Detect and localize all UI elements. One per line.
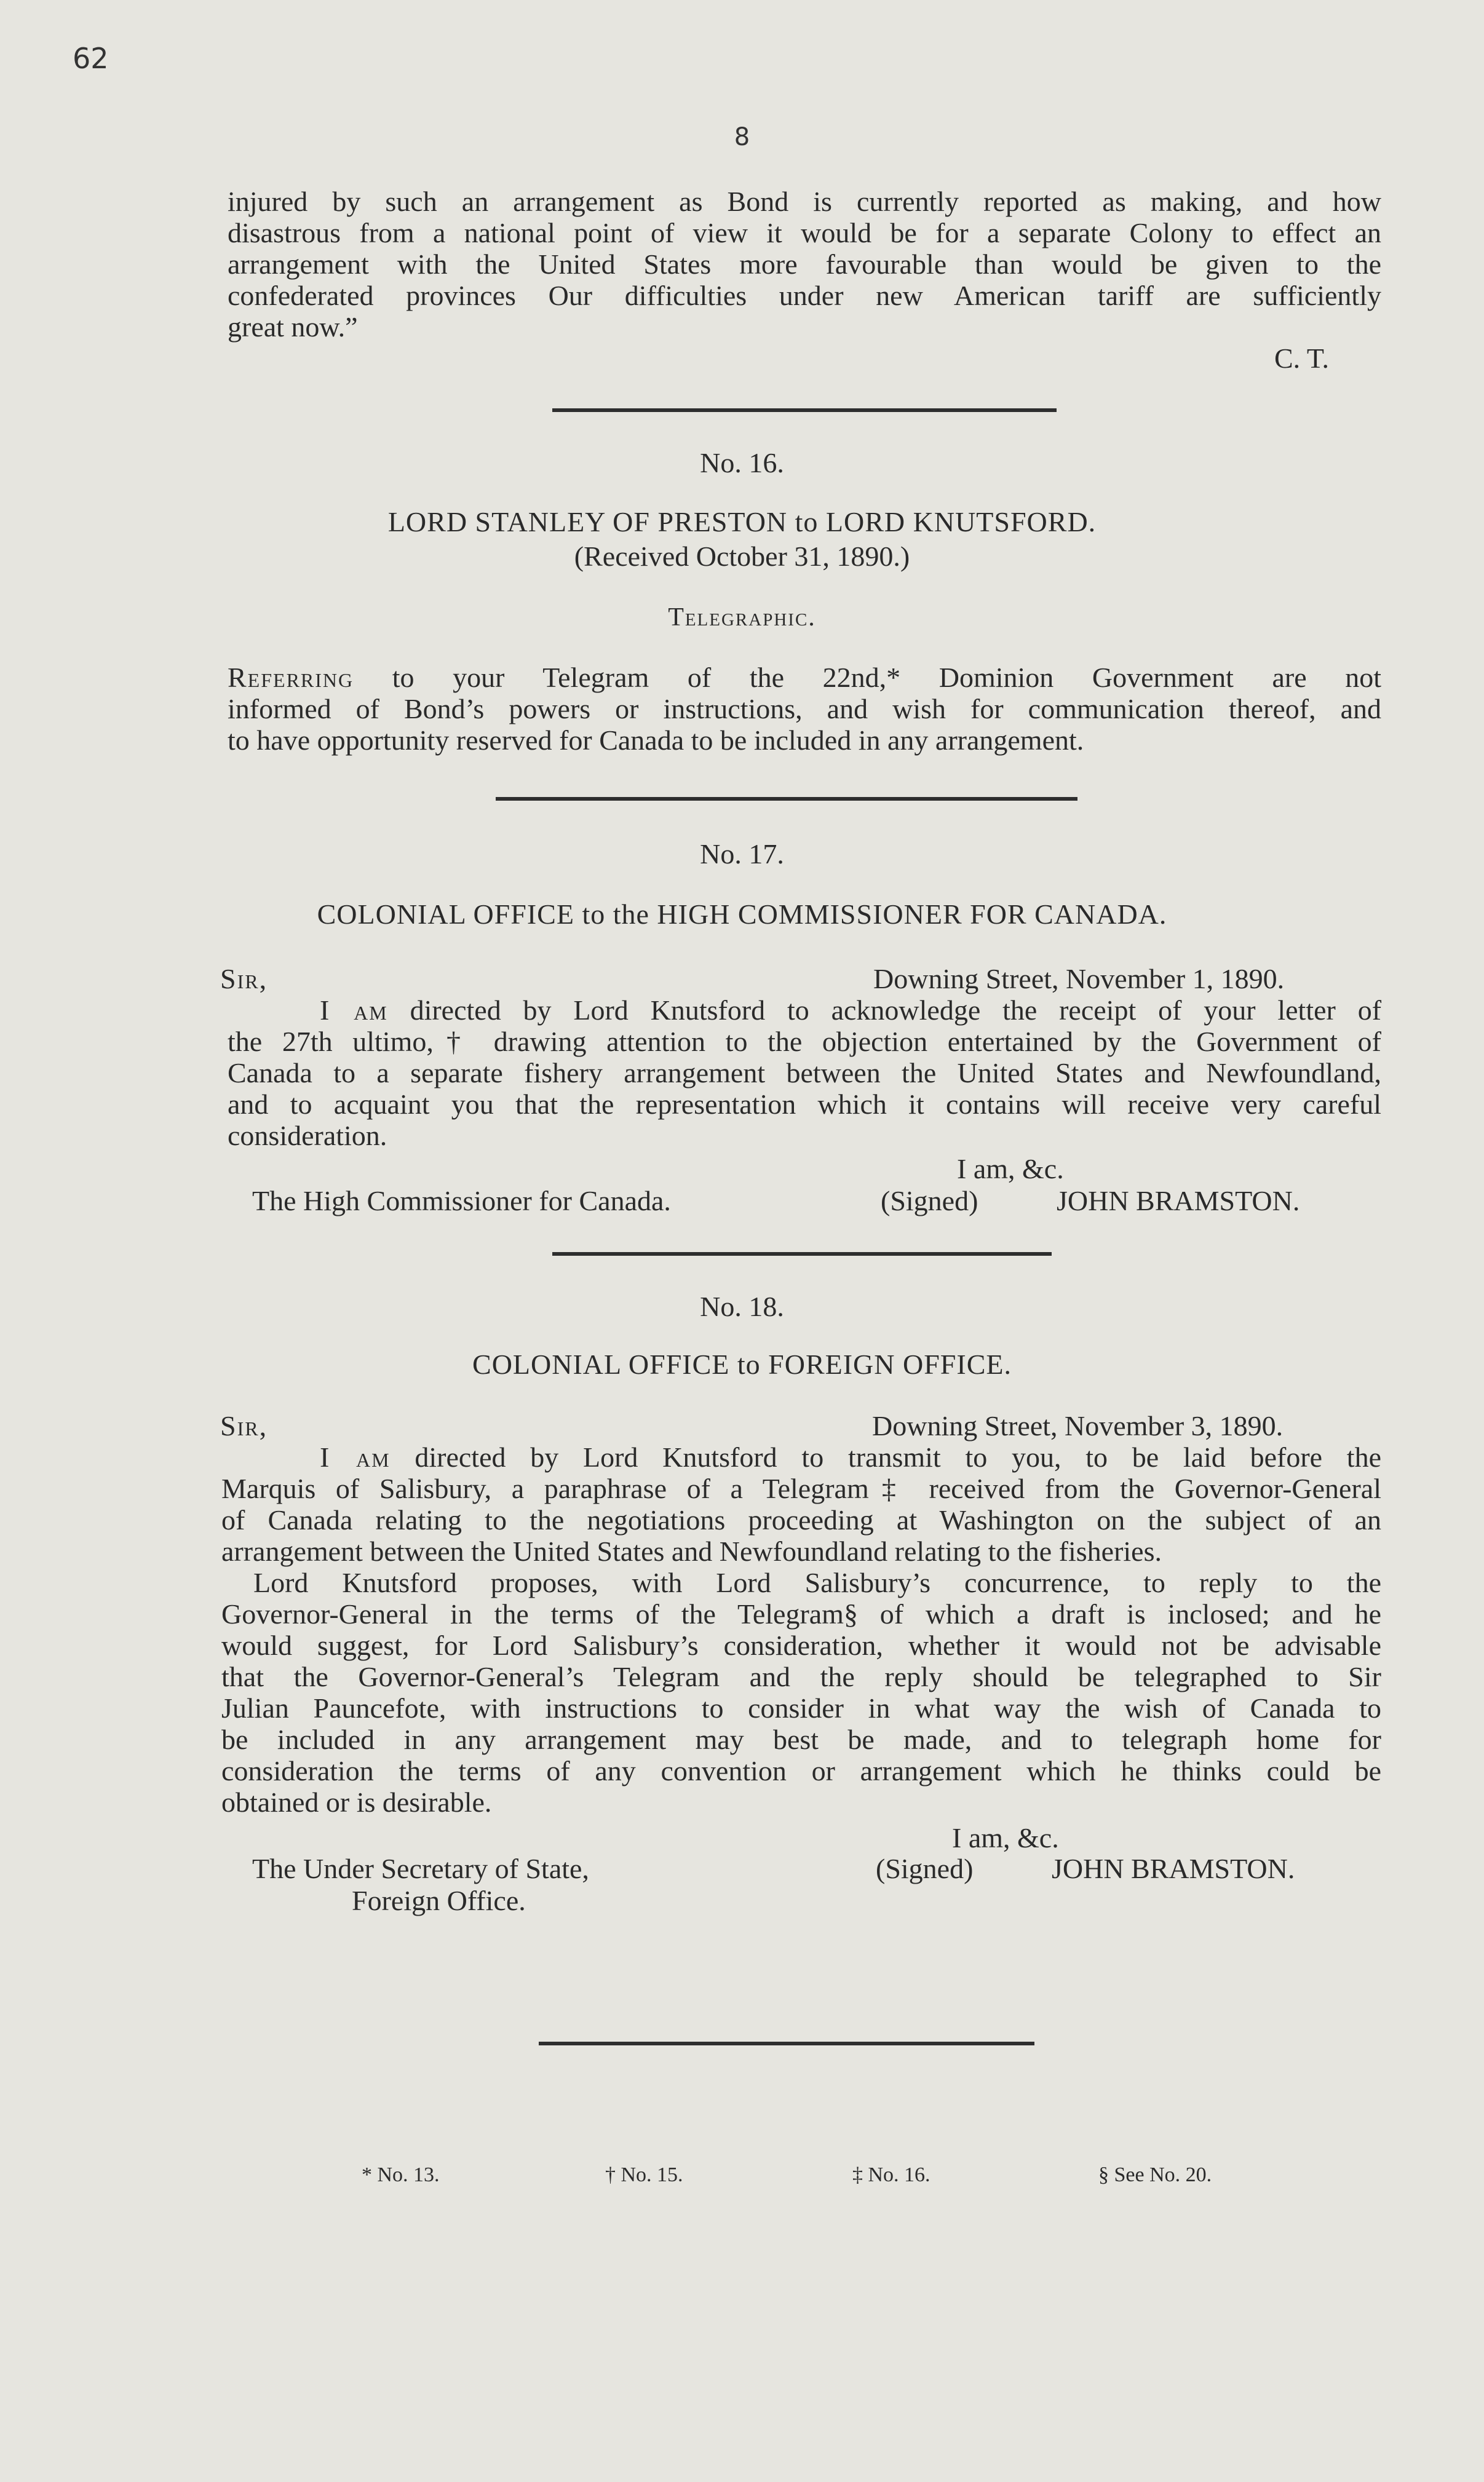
place-date: Downing Street, November 1, 1890. bbox=[873, 963, 1285, 994]
text-line: obtained or is desirable. bbox=[221, 1786, 492, 1818]
text-line: arrangement between the United States and Newfoundland relating to the fisheries. bbox=[221, 1536, 1162, 1567]
footnote: * No. 13. bbox=[362, 2163, 440, 2186]
text-line: directed by Lord Knutsford to transmit to you, to be laid before the bbox=[415, 1441, 1382, 1473]
initials: C. T. bbox=[1274, 343, 1330, 374]
divider bbox=[539, 2042, 1034, 2045]
letter-body bbox=[228, 994, 1381, 1151]
continuation-paragraph bbox=[228, 186, 1381, 343]
salutation: Sir, bbox=[220, 963, 268, 994]
text-line: of Canada relating to the negotiations proceeding at Washington on the subject of an bbox=[221, 1504, 1381, 1536]
letter-body bbox=[221, 1441, 1381, 1818]
page-number: 62 bbox=[73, 42, 109, 75]
text-line: would suggest, for Lord Salisbury’s consideration, whether it would not be advisable bbox=[221, 1630, 1381, 1661]
text-line: to have opportunity reserved for Canada to be included in any arrangement. bbox=[228, 724, 1084, 756]
text-line: Lord Knutsford proposes, with Lord Salisbury’s concurrence, to reply to the bbox=[253, 1567, 1381, 1598]
text-line: arrangement with the United States more favourable than would be given to the bbox=[228, 248, 1381, 280]
signatory: JOHN BRAMSTON. bbox=[1052, 1853, 1295, 1884]
sheet-number: 8 bbox=[734, 123, 750, 151]
lead-word: I am bbox=[320, 1441, 391, 1473]
telegram-body bbox=[228, 662, 1381, 756]
signed-label: (Signed) bbox=[876, 1853, 974, 1884]
text-line: be included in any arrangement may best be made, and to telegraph home for bbox=[221, 1724, 1381, 1755]
addressee: The High Commissioner for Canada. bbox=[252, 1185, 671, 1216]
footnote: ‡ No. 16. bbox=[852, 2163, 930, 2186]
document-number: No. 17. bbox=[700, 838, 784, 870]
addressee: The Under Secretary of State, bbox=[252, 1853, 589, 1884]
received-date: (Received October 31, 1890.) bbox=[574, 541, 910, 572]
closing: I am, &c. bbox=[957, 1153, 1064, 1184]
lead-word: I am bbox=[320, 994, 388, 1026]
text-line: the 27th ultimo,† drawing attention to the objection entertained by the Government of bbox=[228, 1026, 1381, 1057]
text-line: great now.” bbox=[228, 311, 358, 343]
document-number: No. 18. bbox=[700, 1291, 784, 1322]
salutation: Sir, bbox=[220, 1410, 268, 1441]
closing: I am, &c. bbox=[952, 1822, 1059, 1854]
addressee-office: Foreign Office. bbox=[352, 1885, 526, 1916]
divider bbox=[552, 408, 1057, 412]
lead-word: Referring bbox=[228, 662, 354, 693]
message-type: Telegraphic. bbox=[668, 603, 816, 632]
divider bbox=[496, 797, 1077, 801]
text-line: and to acquaint you that the representation which it contains will receive very careful bbox=[228, 1088, 1381, 1120]
document-number: No. 16. bbox=[700, 447, 784, 478]
place-date: Downing Street, November 3, 1890. bbox=[872, 1410, 1284, 1441]
signed-label: (Signed) bbox=[881, 1185, 978, 1216]
text-line: directed by Lord Knutsford to acknowledge the receipt of your letter of bbox=[410, 994, 1382, 1026]
divider bbox=[552, 1252, 1052, 1256]
text-line: that the Governor-General’s Telegram and the reply should be telegraphed to Sir bbox=[221, 1661, 1381, 1692]
document-heading: COLONIAL OFFICE to FOREIGN OFFICE. bbox=[472, 1349, 1012, 1380]
text-line: Canada to a separate fishery arrangement between the United States and Newfoundland, bbox=[228, 1057, 1381, 1088]
text-line: consideration the terms of any convention or arrangement which he thinks could be bbox=[221, 1755, 1381, 1786]
text-line: informed of Bond’s powers or instructions, and wish for communication thereof, and bbox=[228, 693, 1381, 724]
text-line: injured by such an arrangement as Bond is currently reported as making, and how bbox=[228, 186, 1381, 217]
document-heading: COLONIAL OFFICE to the HIGH COMMISSIONER FOR CANADA. bbox=[317, 898, 1167, 930]
footnote: § See No. 20. bbox=[1098, 2163, 1212, 2186]
text-line: Marquis of Salisbury, a paraphrase of a Telegram‡ received from the Governor-General bbox=[221, 1473, 1381, 1504]
text-line: to your Telegram of the 22nd,* Dominion Government are not bbox=[392, 662, 1382, 693]
text-line: Governor-General in the terms of the Telegram§ of which a draft is inclosed; and he bbox=[221, 1598, 1381, 1630]
text-line: disastrous from a national point of view it would be for a separate Colony to effect an bbox=[228, 217, 1381, 248]
document-heading: LORD STANLEY OF PRESTON to LORD KNUTSFORD. bbox=[387, 506, 1097, 537]
signatory: JOHN BRAMSTON. bbox=[1057, 1185, 1300, 1216]
text-line: confederated provinces Our difficulties under new American tariff are sufficiently bbox=[228, 280, 1381, 311]
footnote: † No. 15. bbox=[605, 2163, 683, 2186]
text-line: Julian Pauncefote, with instructions to consider in what way the wish of Canada to bbox=[221, 1692, 1381, 1724]
text-line: consideration. bbox=[228, 1120, 387, 1151]
